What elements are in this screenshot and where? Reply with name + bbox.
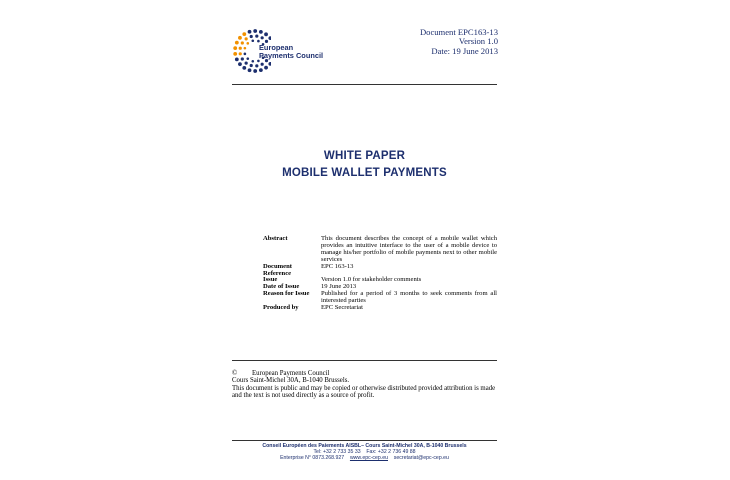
meta-value: 19 June 2013 xyxy=(321,283,357,291)
logo-dot xyxy=(244,47,247,50)
meta-row-abstract xyxy=(263,236,497,264)
logo-dot xyxy=(233,46,237,50)
document-date: Date: 19 June 2013 xyxy=(431,45,498,56)
meta-value: Published for a period of 3 months to seek comments from all interested parties xyxy=(321,290,497,305)
logo-dot xyxy=(238,62,242,66)
logo-dot xyxy=(245,62,248,65)
copyright-block xyxy=(232,370,497,400)
copyright-symbol: © xyxy=(232,370,238,377)
logo-dot xyxy=(241,57,244,60)
logo-dot xyxy=(239,52,242,55)
footer-website-link[interactable]: www.epc-cep.eu xyxy=(349,455,388,461)
logo-dot xyxy=(253,69,257,73)
meta-key: Abstract xyxy=(263,235,288,242)
document-number: Document EPC163-13 xyxy=(419,27,498,37)
copyright-address: Cours Saint-Michel 30A, B-1040 Brussels. xyxy=(232,377,350,385)
logo-dot xyxy=(255,35,258,38)
metadata-table xyxy=(263,236,497,312)
logo-dot xyxy=(235,41,239,45)
title-line1: WHITE PAPER xyxy=(323,150,406,162)
meta-key: Reason for Issue xyxy=(263,290,310,298)
meta-key: Date of Issue xyxy=(263,283,300,291)
document-info xyxy=(420,28,498,56)
logo-dot xyxy=(261,36,264,39)
copyright-line xyxy=(232,370,497,377)
title-line2: MOBILE WALLET PAYMENTS xyxy=(282,167,447,179)
logo-line2: Payments Council xyxy=(259,51,324,61)
footer-email[interactable]: secretariat@epc-cep.eu xyxy=(393,455,449,461)
logo-dot xyxy=(245,37,248,40)
logo-dot xyxy=(251,39,254,42)
logo-dot xyxy=(250,64,253,67)
logo-dot xyxy=(264,66,268,70)
page-footer xyxy=(232,443,497,461)
logo-dot xyxy=(259,30,263,34)
header-divider xyxy=(232,84,497,85)
logo-dot xyxy=(246,57,249,60)
meta-key: Produced by xyxy=(263,304,299,312)
copyright-divider xyxy=(232,360,497,361)
footer-divider xyxy=(232,440,497,441)
logo-line1: European xyxy=(259,43,294,52)
meta-value: Version 1.0 for stakeholder comments xyxy=(321,276,422,284)
meta-value: EPC 163-13 xyxy=(321,262,354,270)
document-version: Version 1.0 xyxy=(458,36,498,47)
logo-dot xyxy=(250,35,253,38)
logo-dot xyxy=(261,63,264,66)
copyright-org: European Payments Council xyxy=(252,370,330,377)
meta-row-reason-for-issue xyxy=(263,291,497,305)
meta-key: Issue xyxy=(263,276,278,284)
footer-tel: Tel: +32 2 733 35 33 xyxy=(313,449,361,455)
logo-dot xyxy=(235,57,239,61)
logo-dot xyxy=(255,64,258,67)
logo-dot xyxy=(264,32,268,36)
meta-value: EPC Secretariat xyxy=(321,304,363,312)
meta-value: This document describes the concept of a mobile wallet which provides an intuitive interface to the user of a mobile device to manage his/her portfolio of mobile payments next to other mobile services xyxy=(321,235,497,263)
footer-fax: Fax: +32 2 736 49 88 xyxy=(366,449,416,455)
logo-dot xyxy=(242,66,246,70)
logo-dot xyxy=(251,60,254,63)
logo-text xyxy=(259,44,323,60)
meta-row-document-reference xyxy=(263,264,497,278)
logo-dot xyxy=(268,36,271,40)
logo-dot xyxy=(239,47,242,50)
logo-dot xyxy=(246,42,249,45)
meta-key: Document Reference xyxy=(263,262,292,277)
footer-legal xyxy=(232,455,497,461)
copyright-notice: This document is public and may be copied or otherwise distributed provided attribution is made and the text is not used directly as a source of profit. xyxy=(232,384,496,400)
logo-dot xyxy=(259,68,263,72)
logo-dot xyxy=(233,52,237,56)
epc-logo xyxy=(231,27,331,79)
logo-dot xyxy=(248,30,252,34)
logo-dot xyxy=(253,29,257,33)
logo-dot xyxy=(238,36,242,40)
logo-dot xyxy=(257,40,260,43)
footer-address: Conseil Européen des Paiements AISBL– Cours Saint-Michel 30A, B-1040 Brussels xyxy=(262,443,467,449)
logo-dot xyxy=(248,68,252,72)
footer-enterprise: Enterprise N° 0873.268.927 xyxy=(280,455,345,461)
logo-dot xyxy=(244,53,247,56)
meta-row-produced-by xyxy=(263,305,497,312)
logo-dot xyxy=(241,41,244,44)
logo-dot xyxy=(268,62,271,66)
logo-dot xyxy=(242,32,246,36)
